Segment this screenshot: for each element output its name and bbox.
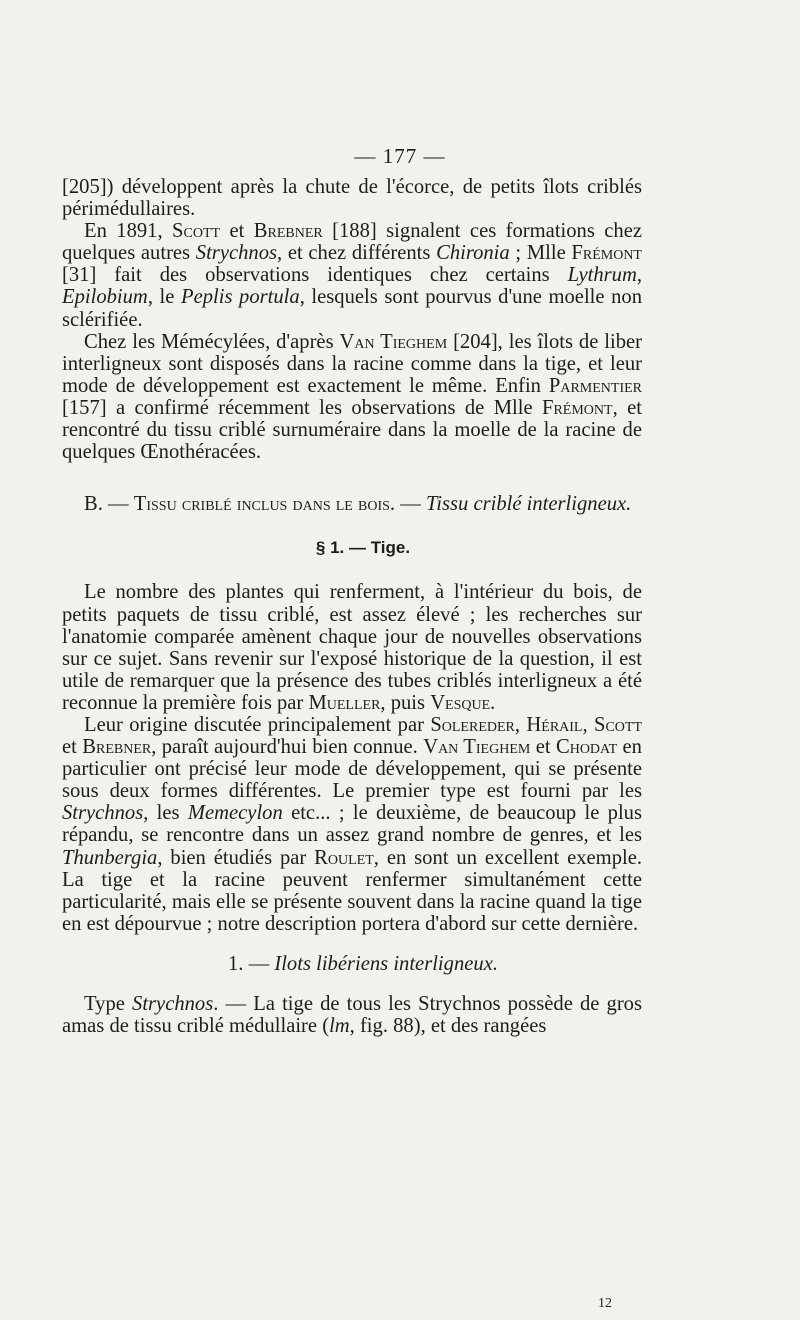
page-number: — 177 — xyxy=(354,144,446,168)
body-text xyxy=(62,176,642,1037)
author-name: Van Tieghem xyxy=(339,330,448,353)
author-name: Frémont xyxy=(571,242,642,265)
author-name: Parmentier xyxy=(548,374,642,397)
section-heading-b: B. — Tissu criblé inclus dans le bois. — Tissu criblé interligneux. xyxy=(84,493,632,516)
genus-name: Lythrum xyxy=(567,264,637,287)
paragraph-nombre-plantes: Le nombre des plantes qui renferment, à l'intérieur du bois, de petits paquets de tissu criblé, est assez élevé ; les recherches sur l'anatomie comparée amènent chaque jour de nouvelles observations sur ce sujet. Sans revenir sur l'exposé historique de la question, il est utile de remarquer que la présence des tubes criblés interligneux a été reconnue la première fois par Mueller, puis Vesque. xyxy=(62,581,642,714)
author-name: Solereder xyxy=(430,713,515,736)
author-name: Mueller xyxy=(308,691,381,714)
author-name: Brebner xyxy=(253,220,323,243)
author-name: Van Tieghem xyxy=(423,736,531,759)
section-heading-tige: § 1. — Tige. xyxy=(315,538,411,558)
author-name: Scott xyxy=(172,220,221,243)
genus-name: Strychnos xyxy=(62,802,144,825)
author-name: Chodat xyxy=(555,736,618,759)
author-name: Roulet xyxy=(314,846,374,869)
signature-mark: 12 xyxy=(598,1296,612,1311)
author-name: Frémont xyxy=(542,396,613,419)
author-name: Hérail xyxy=(526,713,583,736)
genus-name: Chironia xyxy=(436,242,510,265)
author-name: Vesque xyxy=(430,691,491,714)
author-name: Scott xyxy=(594,713,643,736)
paragraph-type-strychnos: Type Strychnos. — La tige de tous les Strychnos possède de gros amas de tissu criblé médullaire (lm, fig. 88), et des rangées xyxy=(62,993,642,1038)
subsection-heading: 1. — Ilots libériens interligneux. xyxy=(228,952,498,975)
paragraph-scott-brebner: En 1891, Scott et Brebner [188] signalent ces formations chez quelques autres Strychnos, et chez différents Chironia ; Mlle Frémont [31] fait des observations identiques chez certains Lythrum, Epilobium, le Peplis portula, lesquels sont pourvus d'une moelle non sclérifiée. xyxy=(62,220,642,331)
genus-name: Strychnos xyxy=(195,242,277,265)
genus-name: Strychnos xyxy=(132,993,214,1015)
genus-name: Epilobium xyxy=(62,286,148,309)
figure-label: lm xyxy=(329,1015,350,1038)
genus-name: Thunbergia xyxy=(62,846,158,869)
paragraph-continuation: [205]) développent après la chute de l'écorce, de petits îlots criblés périmédullaires. xyxy=(62,176,642,221)
genus-name: Memecylon xyxy=(187,802,283,825)
paragraph-origine: Leur origine discutée principalement par Solereder, Hérail, Scott et Brebner, paraît aujourd'hui bien connue. Van Tieghem et Chodat en particulier ont précisé leur mode de développement, qui se présente sous deux formes différentes. Le premier type est fourni par les Strychnos, les Memecylon etc... ; le deuxième, de beaucoup le plus répandu, se rencontre dans un assez grand nombre de genres, et les Thunbergia, bien étudiés par Roulet, en sont un excellent exemple. La tige et la racine peuvent renfermer simultanément cette particularité, mais elle se présente souvent dans la racine quand la tige en est dépourvue ; notre description portera d'abord sur cette dernière. xyxy=(62,713,643,935)
species-name: Peplis portula xyxy=(180,286,300,309)
author-name: Brebner xyxy=(82,736,152,759)
paragraph-memecylees: Chez les Mémécylées, d'après Van Tieghem [204], les îlots de liber interligneux sont disposés dans la racine comme dans la tige, et leur mode de développement est exactement le même. Enfin Parmentier [157] a confirmé récemment les observations de Mlle Frémont, et rencontré du tissu criblé surnuméraire dans la moelle de la racine de quelques Œnothéracées. xyxy=(62,330,642,464)
